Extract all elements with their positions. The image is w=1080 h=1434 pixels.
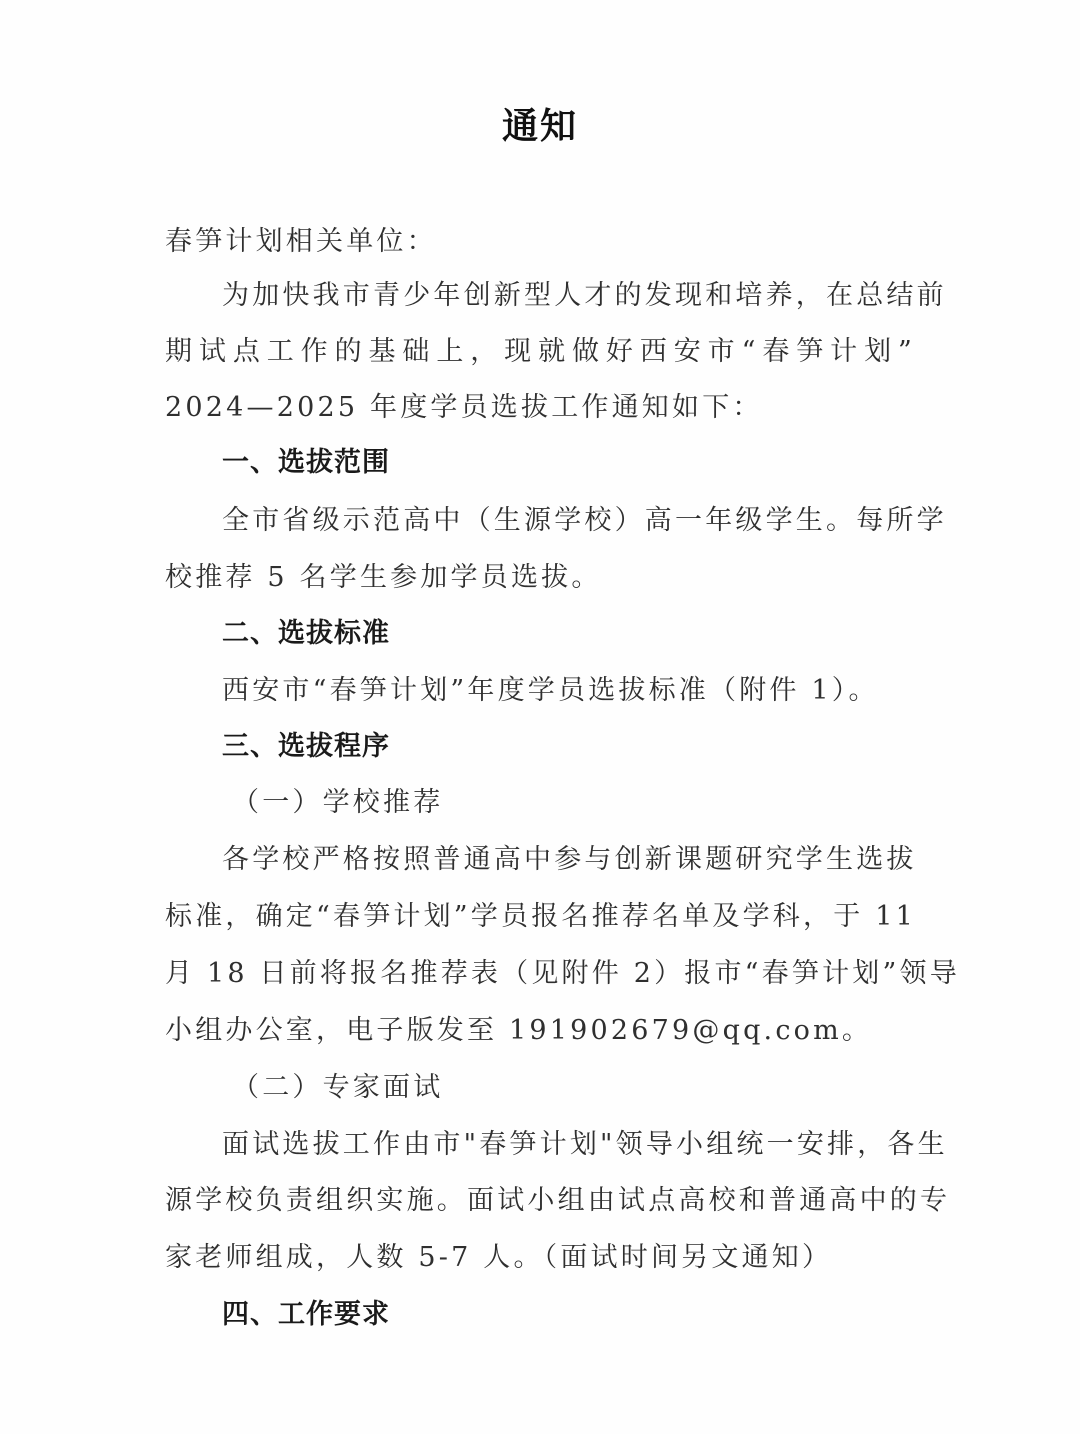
document-title: 通知 — [501, 106, 578, 147]
scope-line-2: 校推荐 5 名学生参加学员选拔。 — [165, 562, 602, 593]
interview-line-3: 家老师组成，人数 5-7 人。（面试时间另文通知） — [165, 1242, 833, 1273]
recommend-line-1: 各学校严格按照普通高中参与创新课题研究学生选拔 — [222, 844, 917, 875]
scope-line-1: 全市省级示范高中（生源学校）高一年级学生。每所学 — [222, 505, 947, 536]
section-heading-requirements: 四、工作要求 — [222, 1299, 390, 1330]
intro-line-3: 2024—2025 年度学员选拔工作通知如下： — [165, 392, 763, 423]
section-heading-criteria: 二、选拔标准 — [222, 618, 390, 649]
recommend-line-3: 月 18 日前将报名推荐表（见附件 2）报市“春笋计划”领导 — [165, 958, 960, 989]
recommend-line-2: 标准，确定“春笋计划”学员报名推荐名单及学科，于 11 — [165, 901, 916, 932]
section-heading-procedure: 三、选拔程序 — [222, 731, 390, 762]
recommend-line-4: 小组办公室，电子版发至 191902679@qq.com。 — [165, 1015, 873, 1046]
subsection-heading-expert-interview: （二）专家面试 — [232, 1072, 444, 1103]
intro-line-1: 为加快我市青少年创新型人才的发现和培养，在总结前 — [222, 280, 947, 311]
section-heading-scope: 一、选拔范围 — [222, 447, 390, 478]
subsection-heading-school-recommend: （一）学校推荐 — [232, 787, 444, 818]
intro-line-2: 期试点工作的基础上，现就做好西安市“春笋计划” — [165, 336, 915, 367]
criteria-line-1: 西安市“春笋计划”年度学员选拔标准（附件 1）。 — [222, 675, 879, 706]
interview-line-1: 面试选拔工作由市"春笋计划"领导小组统一安排，各生 — [222, 1129, 948, 1160]
interview-line-2: 源学校负责组织实施。面试小组由试点高校和普通高中的专 — [165, 1185, 951, 1216]
salutation: 春笋计划相关单位： — [165, 226, 437, 257]
